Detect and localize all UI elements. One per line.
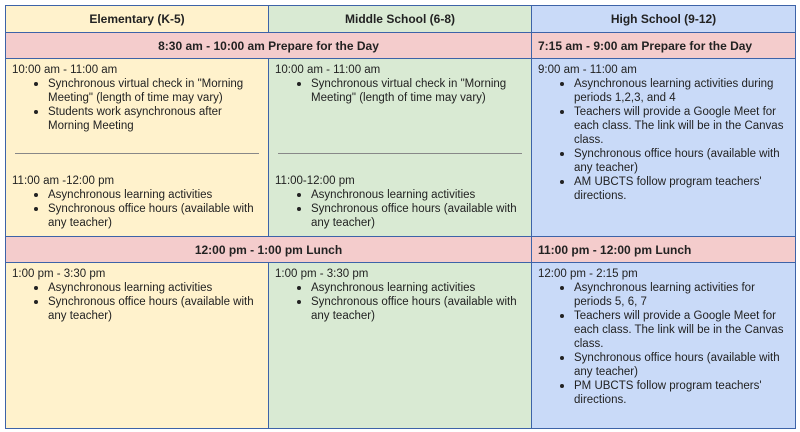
- lunch-row-elem-mid: [5, 236, 532, 263]
- divider: [278, 153, 522, 154]
- bullet-list: [30, 281, 262, 323]
- time-label: 11:00 am -12:00 pm: [12, 175, 115, 187]
- time-label: 1:00 pm - 3:30 pm: [275, 268, 369, 280]
- list-item: Synchronous office hours (available with any teacher): [30, 295, 262, 323]
- list-item: Asynchronous learning activities: [293, 281, 525, 295]
- header-middle: [268, 5, 532, 33]
- list-item: Teachers will provide a Google Meet for each class. The link will be in the Canvas class.: [556, 105, 789, 147]
- divider: [15, 153, 259, 154]
- lunch-label: 12:00 pm - 1:00 pm Lunch: [194, 242, 343, 257]
- list-item: Synchronous office hours (available with any teacher): [556, 147, 789, 175]
- bullet-list: [30, 77, 262, 133]
- prepare-row-high: [531, 32, 796, 59]
- prepare-label: 7:15 am - 9:00 am Prepare for the Day: [538, 38, 753, 53]
- time-label: 11:00-12:00 pm: [275, 175, 355, 187]
- header-label: Middle School (6-8): [344, 12, 455, 26]
- afternoon-middle: [268, 262, 532, 429]
- list-item: Asynchronous learning activities: [30, 188, 262, 202]
- list-item: Synchronous office hours (available with any teacher): [293, 295, 525, 323]
- time-label: 10:00 am - 11:00 am: [12, 64, 118, 76]
- header-label: Elementary (K-5): [89, 12, 185, 26]
- list-item: Asynchronous learning activities: [293, 188, 525, 202]
- list-item: Synchronous office hours (available with any teacher): [556, 351, 789, 379]
- bullet-list: [293, 188, 525, 230]
- list-item: PM UBCTS follow program teachers' directions.: [556, 379, 789, 407]
- list-item: Asynchronous learning activities: [30, 281, 262, 295]
- list-item: Synchronous virtual check in "Morning Meeting" (length of time may vary): [293, 77, 525, 105]
- morning-high: [531, 58, 796, 237]
- bullet-list: [556, 281, 789, 407]
- morning-middle: [268, 58, 532, 237]
- list-item: Synchronous office hours (available with any teacher): [293, 202, 525, 230]
- bullet-list: [293, 77, 525, 105]
- time-label: 1:00 pm - 3:30 pm: [12, 268, 106, 280]
- prepare-label: 8:30 am - 10:00 am Prepare for the Day: [158, 38, 379, 53]
- header-label: High School (9-12): [610, 12, 717, 26]
- header-elementary: [5, 5, 269, 33]
- time-label: 9:00 am - 11:00 am: [538, 64, 637, 76]
- bullet-list: [293, 281, 525, 323]
- bullet-list: [30, 188, 262, 230]
- list-item: Asynchronous learning activities during periods 1,2,3, and 4: [556, 77, 789, 105]
- list-item: Synchronous office hours (available with any teacher): [30, 202, 262, 230]
- time-label: 10:00 am - 11:00 am: [275, 64, 381, 76]
- lunch-label: 11:00 pm - 12:00 pm Lunch: [538, 242, 692, 257]
- header-high: [531, 5, 796, 33]
- bullet-list: [556, 77, 789, 203]
- lunch-row-high: [531, 236, 796, 263]
- morning-elementary: [5, 58, 269, 237]
- time-label: 12:00 pm - 2:15 pm: [538, 268, 638, 280]
- list-item: AM UBCTS follow program teachers' directions.: [556, 175, 789, 203]
- afternoon-high: [531, 262, 796, 429]
- list-item: Teachers will provide a Google Meet for each class. The link will be in the Canvas class.: [556, 309, 789, 351]
- list-item: Synchronous virtual check in "Morning Meeting" (length of time may vary): [30, 77, 262, 105]
- list-item: Students work asynchronous after Morning Meeting: [30, 105, 262, 133]
- list-item: Asynchronous learning activities for periods 5, 6, 7: [556, 281, 789, 309]
- afternoon-elementary: [5, 262, 269, 429]
- prepare-row-elem-mid: [5, 32, 532, 59]
